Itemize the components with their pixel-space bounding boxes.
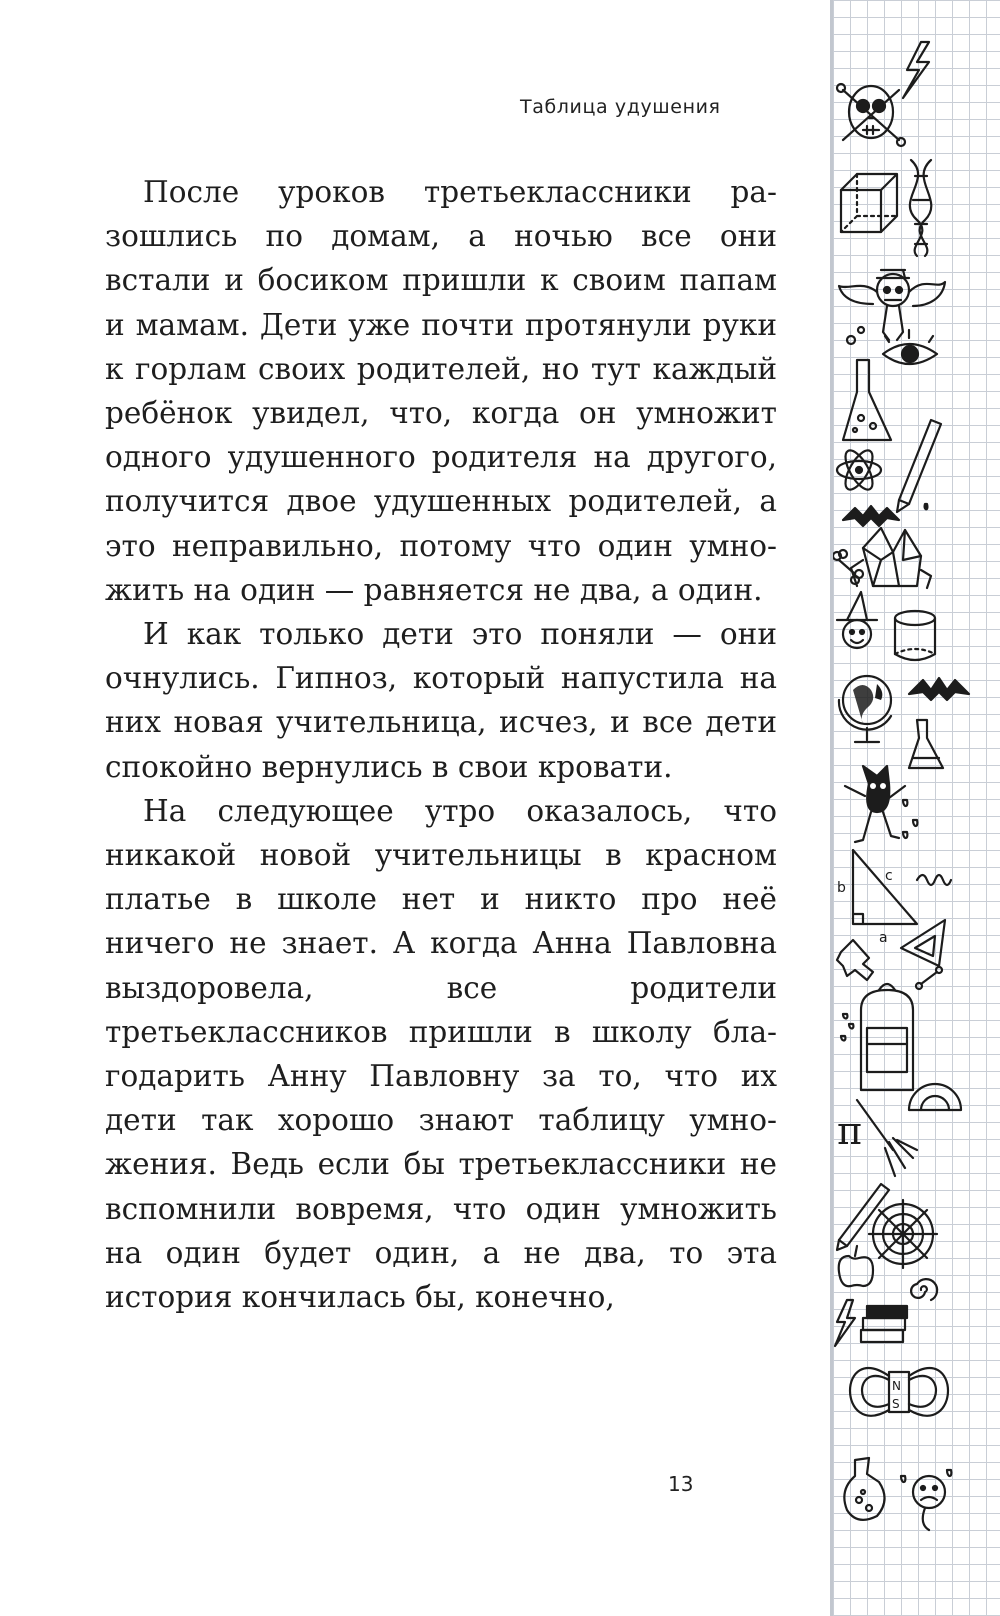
paragraph: На следующее утро оказалось, что никакой новой учительницы в красном платье в школе нет и никто про неё ничего не знает. А когда Анна Павловна выздоровела, все родители третьеклассников пришли в школу благодарить Анну Павловну за то, что их дети так хорошо знают таблицу умножения. Ведь если бы третьеклассники не вспомнили вовремя, что один умножить на один будет один, а не два, то эта история кончилась бы, конечно, (105, 793, 777, 1315)
pen-icon (897, 420, 941, 512)
hand-icon (837, 940, 942, 989)
spiral-icon (911, 1279, 937, 1300)
lightning-icon (903, 42, 929, 98)
spider-web-icon (869, 1200, 937, 1268)
potion-icon (844, 1458, 884, 1520)
backpack-icon (841, 984, 913, 1090)
globe-icon (839, 676, 891, 742)
triangle-label-c: c (885, 868, 893, 884)
witch-icon (837, 592, 877, 648)
bone-icon (833, 550, 863, 584)
triangle-icon (837, 850, 951, 946)
running-head: Таблица удушения (520, 96, 721, 118)
triangle-label-a: a (879, 930, 888, 946)
body-text (105, 170, 777, 1319)
books-icon (861, 1306, 907, 1342)
bat-icon (909, 678, 969, 700)
magnet-label-n: N (892, 1379, 901, 1393)
crystal-icon (851, 528, 931, 588)
set-square-icon (901, 920, 945, 966)
bat-creature-icon (839, 270, 945, 340)
paragraph: И как только дети это поняли — они очнулись. Гипноз, который напустила на них новая учительница, исчез, и все дети спокойно вернулись в свои кровати. (105, 617, 777, 784)
atom-icon (837, 446, 881, 493)
apple-icon (839, 1246, 873, 1286)
eye-icon (883, 330, 937, 364)
bat-icon (843, 504, 927, 526)
skull-icon (837, 84, 905, 146)
page-number: 13 (668, 1472, 694, 1496)
doodle-column (833, 0, 1000, 1616)
triangle-label-b: b (837, 880, 846, 896)
broom-icon (857, 1100, 917, 1176)
cat-creature-icon (845, 766, 917, 842)
magnet-label-s: S (892, 1397, 900, 1411)
cylinder-icon (895, 611, 935, 660)
cube-icon (841, 174, 897, 232)
pencil-icon (837, 1184, 889, 1250)
pi-icon (837, 1109, 862, 1153)
flask-small-icon (909, 720, 943, 768)
sad-face-icon (901, 1470, 951, 1530)
paragraph: После уроков третьеклассники разошлись по домам, а ночью все они встали и босиком пришли к своим папам и мамам. Дети уже почти протянули руки к горлам своих родителей, но тут каждый ребёнок увидел, что, когда он умножит одного удушенного родителя на другого, получится двое удушенных родителей, а это неправильно, потому что один умножить на один — равняется не два, а один. (105, 175, 777, 607)
magnet-icon (850, 1368, 948, 1416)
doodle-margin (830, 0, 1000, 1616)
pi-symbol: π (837, 1109, 862, 1153)
flask-icon (843, 327, 891, 440)
lightning-icon (835, 1300, 855, 1346)
dna-icon (910, 160, 931, 256)
protractor-icon (909, 1084, 961, 1110)
